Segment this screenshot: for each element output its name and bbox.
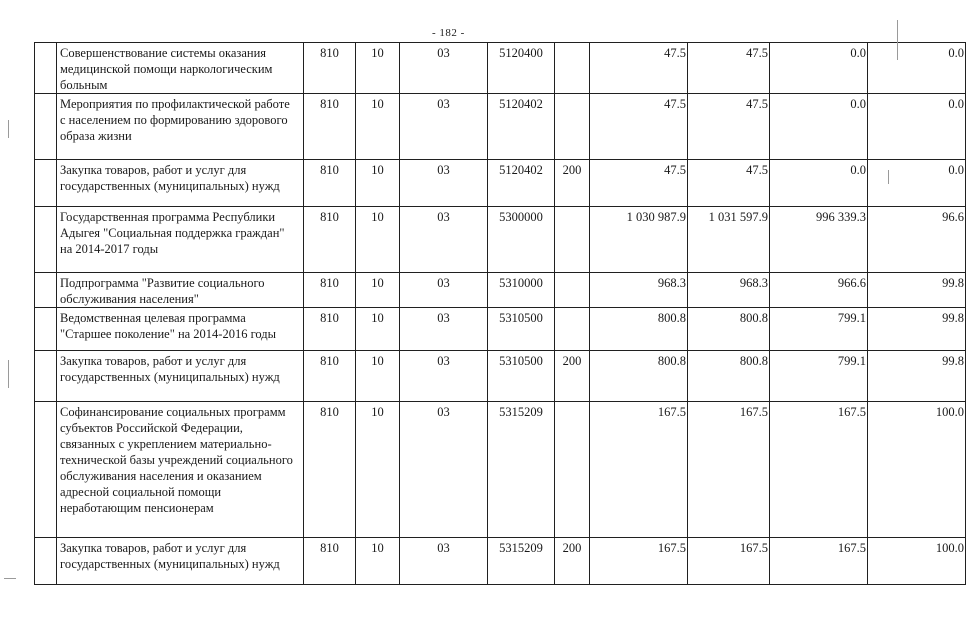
item-name-line: Мероприятия по профилактической работе: [60, 97, 290, 111]
item-name-line: Государственная программа Республики: [60, 210, 276, 224]
subsection-code-cell: 03: [400, 160, 488, 207]
execution-percent-cell: 100.0: [868, 402, 966, 538]
table-row: [35, 538, 966, 585]
item-name-line: Закупка товаров, работ и услуг для: [60, 163, 247, 177]
margin-cell: [35, 538, 57, 585]
subsection-code-cell: 03: [400, 207, 488, 273]
item-name-line: обслуживания населения": [60, 292, 199, 306]
executed-amount-cell: 0.0: [770, 94, 868, 160]
item-name-line: неработающим пенсионерам: [60, 501, 214, 515]
target-item-cell: 5310500: [488, 308, 555, 351]
table-row: [35, 273, 966, 308]
section-code-cell: 10: [356, 308, 400, 351]
execution-percent-cell: 0.0: [868, 43, 966, 94]
margin-cell: [35, 402, 57, 538]
approved-amount-cell: 800.8: [590, 351, 688, 402]
expense-type-cell: [555, 94, 590, 160]
target-item-cell: 5315209: [488, 402, 555, 538]
item-name-line: Ведомственная целевая программа: [60, 311, 246, 325]
item-name-line: Совершенствование системы оказания: [60, 46, 267, 60]
revised-amount-cell: 47.5: [688, 43, 770, 94]
subsection-code-cell: 03: [400, 402, 488, 538]
item-name-cell: [57, 94, 304, 160]
ministry-code-cell: 810: [304, 207, 356, 273]
ministry-code-cell: 810: [304, 538, 356, 585]
table-row: [35, 94, 966, 160]
item-name-cell: [57, 273, 304, 308]
table-row: [35, 402, 966, 538]
section-code-cell: 10: [356, 402, 400, 538]
item-name-line: больным: [60, 78, 108, 92]
section-code-cell: 10: [356, 160, 400, 207]
section-code-cell: 10: [356, 538, 400, 585]
scan-mark: [4, 578, 16, 579]
expense-type-cell: 200: [555, 351, 590, 402]
executed-amount-cell: 167.5: [770, 402, 868, 538]
item-name-line: Закупка товаров, работ и услуг для: [60, 541, 247, 555]
item-name-line: адресной социальной помощи: [60, 485, 222, 499]
item-name-line: на 2014-2017 годы: [60, 242, 159, 256]
item-name-line: с населением по формированию здорового: [60, 113, 288, 127]
revised-amount-cell: 800.8: [688, 308, 770, 351]
item-name-cell: [57, 308, 304, 351]
approved-amount-cell: 1 030 987.9: [590, 207, 688, 273]
margin-cell: [35, 351, 57, 402]
executed-amount-cell: 0.0: [770, 43, 868, 94]
ministry-code-cell: 810: [304, 94, 356, 160]
table-row: [35, 207, 966, 273]
executed-amount-cell: 799.1: [770, 308, 868, 351]
table-row: [35, 308, 966, 351]
subsection-code-cell: 03: [400, 308, 488, 351]
item-name-line: субъектов Российской Федерации,: [60, 421, 243, 435]
executed-amount-cell: 0.0: [770, 160, 868, 207]
scan-mark: [8, 360, 9, 388]
item-name-line: Адыгея "Социальная поддержка граждан": [60, 226, 285, 240]
subsection-code-cell: 03: [400, 538, 488, 585]
item-name-line: государственных (муниципальных) нужд: [60, 370, 280, 384]
approved-amount-cell: 800.8: [590, 308, 688, 351]
revised-amount-cell: 1 031 597.9: [688, 207, 770, 273]
execution-percent-cell: 0.0: [868, 160, 966, 207]
approved-amount-cell: 47.5: [590, 94, 688, 160]
revised-amount-cell: 800.8: [688, 351, 770, 402]
item-name-line: Софинансирование социальных программ: [60, 405, 286, 419]
target-item-cell: 5310000: [488, 273, 555, 308]
table-row: [35, 351, 966, 402]
approved-amount-cell: 47.5: [590, 43, 688, 94]
execution-percent-cell: 100.0: [868, 538, 966, 585]
target-item-cell: 5120402: [488, 160, 555, 207]
item-name-line: государственных (муниципальных) нужд: [60, 557, 280, 571]
target-item-cell: 5315209: [488, 538, 555, 585]
approved-amount-cell: 47.5: [590, 160, 688, 207]
item-name-line: медицинской помощи наркологическим: [60, 62, 273, 76]
execution-percent-cell: 99.8: [868, 308, 966, 351]
execution-percent-cell: 0.0: [868, 94, 966, 160]
item-name-line: технической базы учреждений социального: [60, 453, 293, 467]
scan-mark: [897, 20, 898, 60]
executed-amount-cell: 799.1: [770, 351, 868, 402]
item-name-line: Закупка товаров, работ и услуг для: [60, 354, 247, 368]
subsection-code-cell: 03: [400, 43, 488, 94]
execution-percent-cell: 96.6: [868, 207, 966, 273]
item-name-line: обслуживания населения и оказанием: [60, 469, 262, 483]
scan-mark: [8, 120, 9, 138]
execution-percent-cell: 99.8: [868, 273, 966, 308]
ministry-code-cell: 810: [304, 43, 356, 94]
ministry-code-cell: 810: [304, 273, 356, 308]
subsection-code-cell: 03: [400, 94, 488, 160]
item-name-line: образа жизни: [60, 129, 132, 143]
approved-amount-cell: 167.5: [590, 402, 688, 538]
subsection-code-cell: 03: [400, 273, 488, 308]
subsection-code-cell: 03: [400, 351, 488, 402]
item-name-cell: [57, 402, 304, 538]
expense-type-cell: [555, 308, 590, 351]
approved-amount-cell: 968.3: [590, 273, 688, 308]
expense-type-cell: [555, 43, 590, 94]
execution-percent-cell: 99.8: [868, 351, 966, 402]
margin-cell: [35, 160, 57, 207]
section-code-cell: 10: [356, 273, 400, 308]
revised-amount-cell: 47.5: [688, 94, 770, 160]
margin-cell: [35, 43, 57, 94]
ministry-code-cell: 810: [304, 351, 356, 402]
item-name-line: Подпрограмма "Развитие социального: [60, 276, 265, 290]
executed-amount-cell: 966.6: [770, 273, 868, 308]
approved-amount-cell: 167.5: [590, 538, 688, 585]
section-code-cell: 10: [356, 43, 400, 94]
item-name-cell: [57, 351, 304, 402]
expense-type-cell: [555, 273, 590, 308]
target-item-cell: 5120400: [488, 43, 555, 94]
section-code-cell: 10: [356, 351, 400, 402]
scan-mark: [888, 170, 889, 184]
margin-cell: [35, 207, 57, 273]
expense-type-cell: [555, 402, 590, 538]
ministry-code-cell: 810: [304, 308, 356, 351]
revised-amount-cell: 167.5: [688, 538, 770, 585]
revised-amount-cell: 968.3: [688, 273, 770, 308]
section-code-cell: 10: [356, 207, 400, 273]
section-code-cell: 10: [356, 94, 400, 160]
expense-type-cell: 200: [555, 538, 590, 585]
item-name-line: государственных (муниципальных) нужд: [60, 179, 280, 193]
executed-amount-cell: 167.5: [770, 538, 868, 585]
table-row: [35, 43, 966, 94]
margin-cell: [35, 308, 57, 351]
item-name-line: связанных с укреплением материально-: [60, 437, 272, 451]
page-number: - 182 -: [432, 27, 465, 39]
budget-table: [34, 42, 966, 585]
expense-type-cell: 200: [555, 160, 590, 207]
item-name-cell: [57, 160, 304, 207]
ministry-code-cell: 810: [304, 402, 356, 538]
executed-amount-cell: 996 339.3: [770, 207, 868, 273]
target-item-cell: 5120402: [488, 94, 555, 160]
table-row: [35, 160, 966, 207]
item-name-line: "Старшее поколение" на 2014-2016 годы: [60, 327, 277, 341]
ministry-code-cell: 810: [304, 160, 356, 207]
revised-amount-cell: 167.5: [688, 402, 770, 538]
item-name-cell: [57, 43, 304, 94]
target-item-cell: 5310500: [488, 351, 555, 402]
margin-cell: [35, 273, 57, 308]
revised-amount-cell: 47.5: [688, 160, 770, 207]
target-item-cell: 5300000: [488, 207, 555, 273]
item-name-cell: [57, 207, 304, 273]
margin-cell: [35, 94, 57, 160]
item-name-cell: [57, 538, 304, 585]
expense-type-cell: [555, 207, 590, 273]
